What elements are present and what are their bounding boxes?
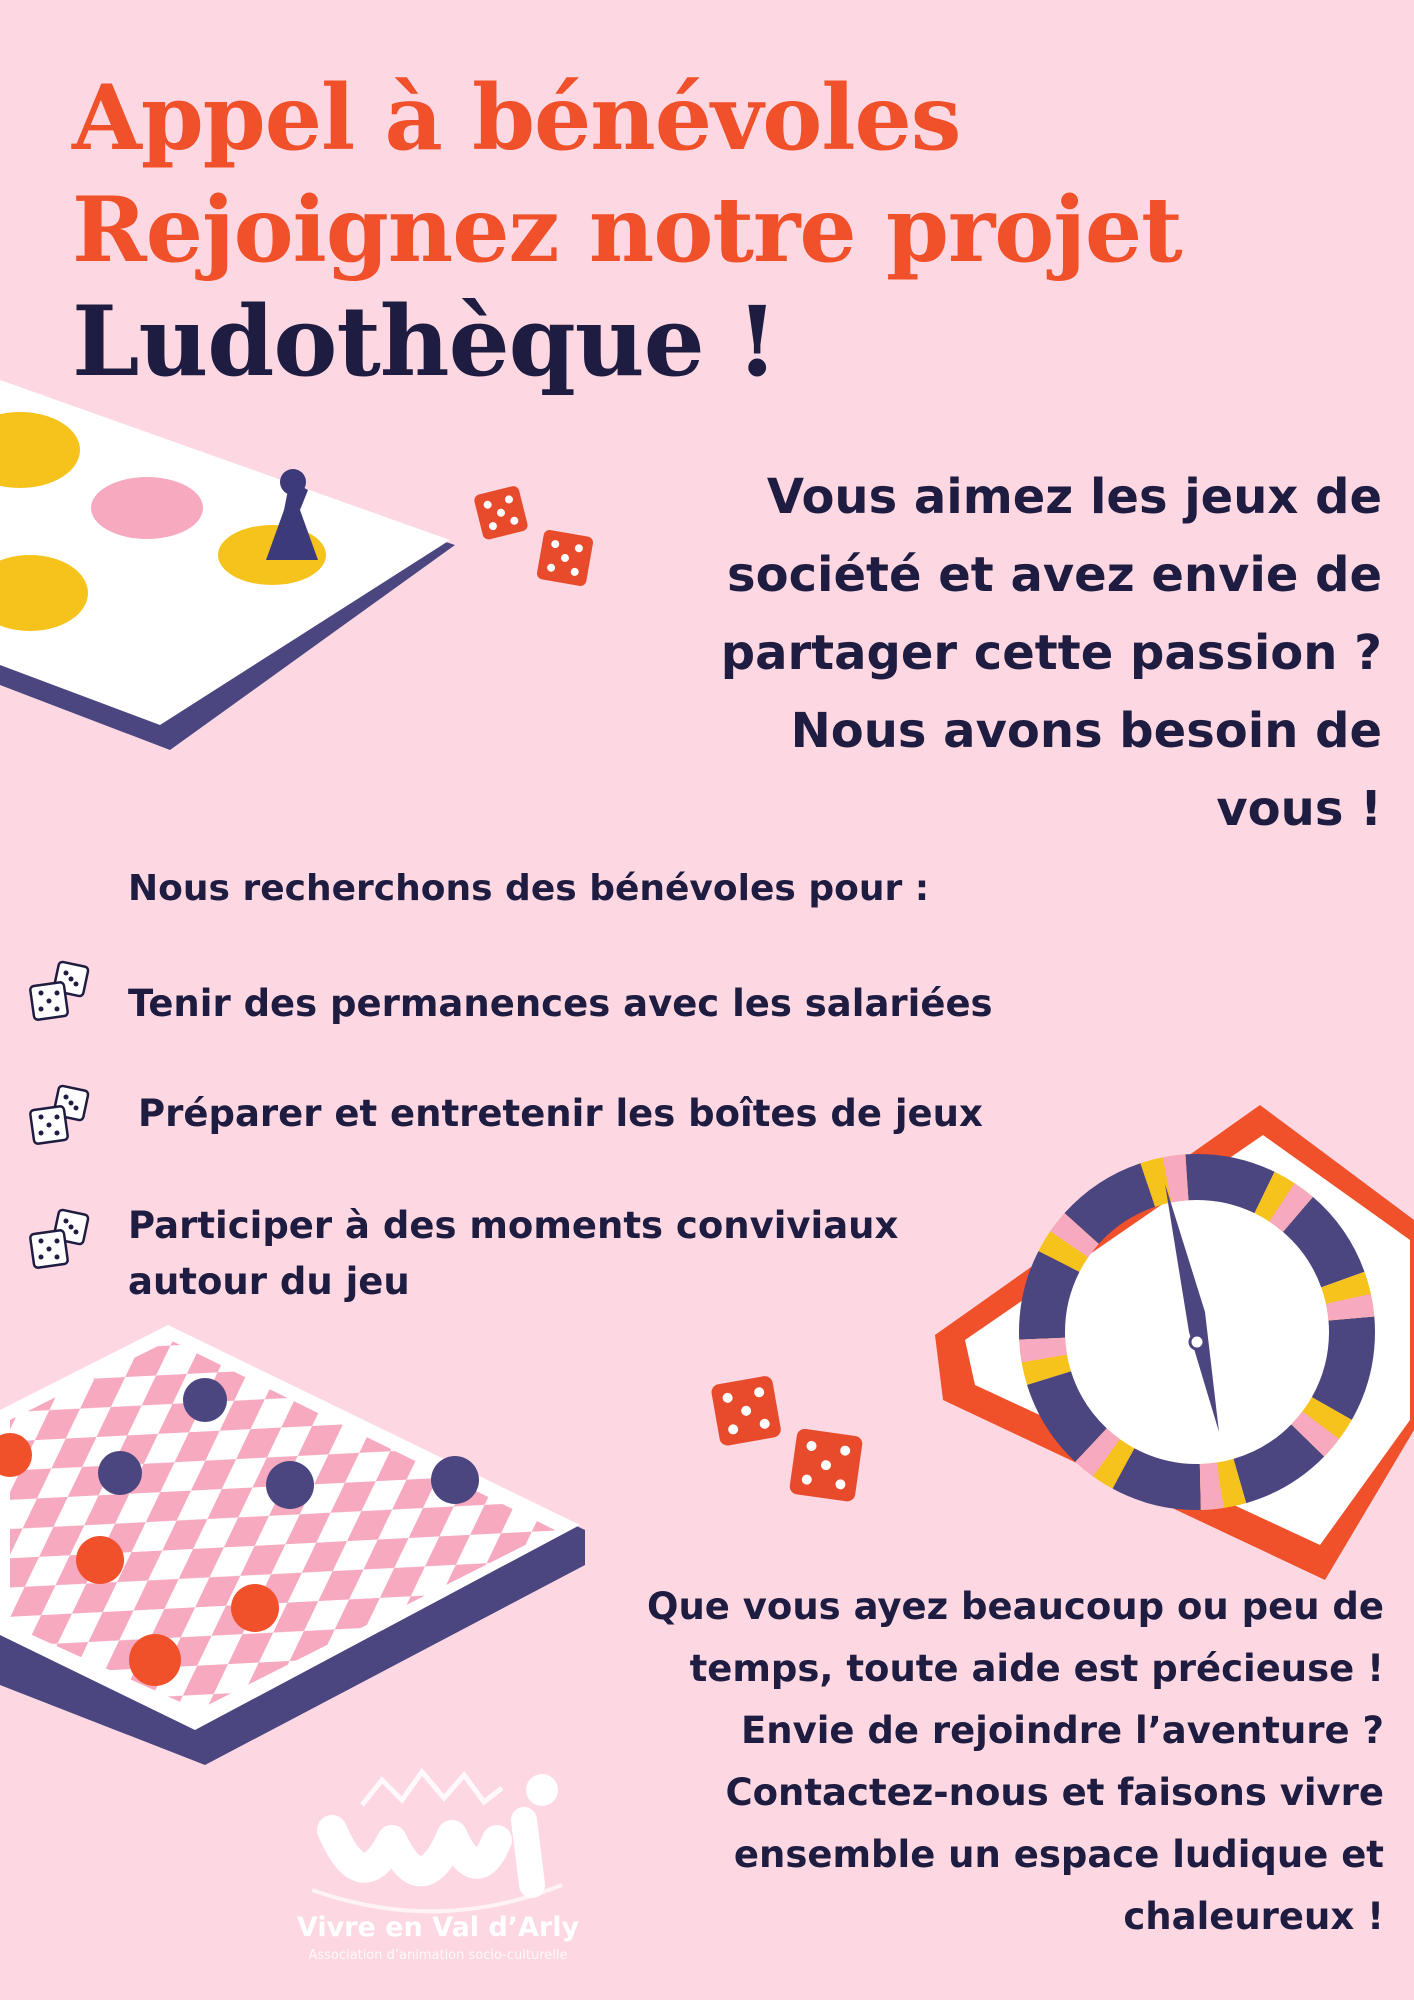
page-title [72,62,1182,398]
outro-line: Contactez-nous et faisons vivre [725,1771,1384,1814]
task-item [138,1086,983,1142]
task-line: autour du jeu [128,1260,410,1303]
task-item [128,976,993,1032]
outro-text [564,1576,1384,1948]
outro-line: ensemble un espace ludique et [733,1833,1384,1876]
intro-text [562,458,1382,848]
task-line: Participer à des moments conviviaux [128,1204,899,1247]
title-line-3: Ludothèque ! [72,285,778,398]
dice-icon [28,960,94,1026]
task-line: Préparer et entretenir les boîtes de jeux [138,1092,983,1135]
task-item [128,1198,898,1310]
dice-icon [28,1208,94,1274]
logo-subtitle: Association d’animation socio-culturelle [308,1948,568,1963]
checkers-board-illustration [0,1325,590,1765]
intro-line: Vous aimez les jeux de [766,469,1382,525]
game-board-illustration [0,380,460,760]
outro-line: Envie de rejoindre l’aventure ? [740,1709,1384,1752]
dice-icon [705,1370,870,1505]
logo-name: Vivre en Val d’Arly [296,1912,580,1943]
tasks-lead: Nous recherchons des bénévoles pour : [128,868,930,909]
intro-line: partager cette passion ? [720,625,1382,681]
title-line-2: Rejoignez notre projet [72,177,1182,283]
task-line: Tenir des permanences avec les salariées [128,982,993,1025]
intro-line: vous ! [1216,781,1382,837]
dice-icon [28,1084,94,1150]
outro-line: Que vous ayez beaucoup ou peu de [647,1585,1384,1628]
title-line-1: Appel à bénévoles [72,65,961,171]
outro-line: chaleureux ! [1123,1895,1384,1938]
association-logo [292,1750,584,1980]
spinner-board-illustration [935,1100,1414,1580]
intro-line: Nous avons besoin de [790,703,1382,759]
outro-line: temps, toute aide est précieuse ! [689,1647,1384,1690]
intro-line: société et avez envie de [727,547,1382,603]
